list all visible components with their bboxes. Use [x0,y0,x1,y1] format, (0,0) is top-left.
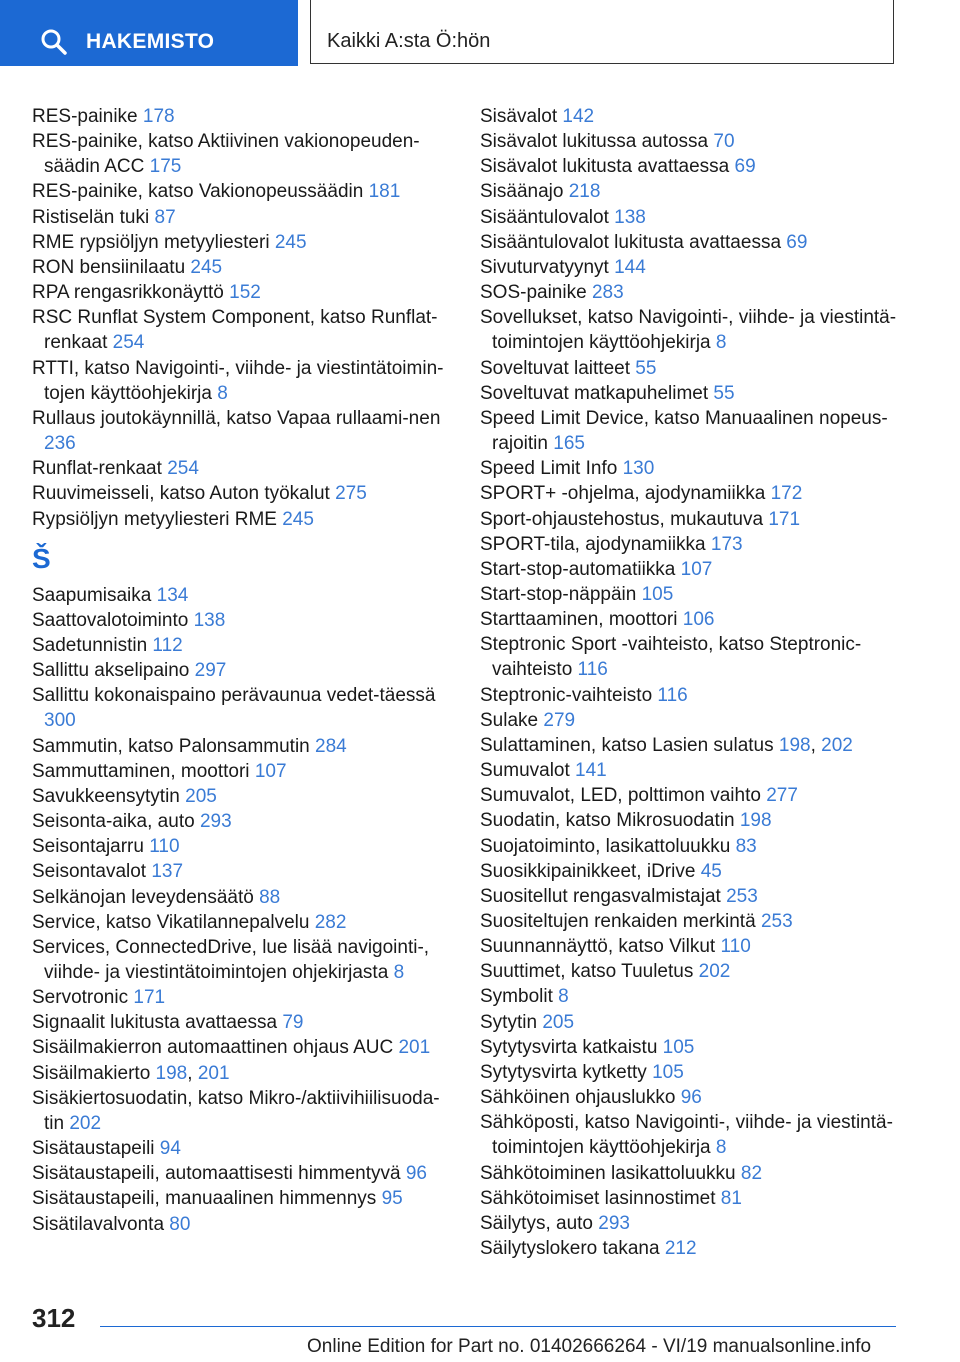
page-link[interactable]: 80 [169,1213,191,1235]
index-entry [480,129,910,154]
index-entry [32,481,452,506]
index-entry-term: SPORT+ -ohjelma, ajodynamiikka [480,483,771,505]
index-entry [480,154,910,179]
index-entry-term: Sisäilmakierron automaattinen ohjaus AUC [32,1037,399,1059]
page-link[interactable]: 116 [577,659,608,681]
index-entry [480,909,910,934]
index-entry [32,809,452,834]
index-entry-term: Sisäänajo [480,181,569,203]
page-link[interactable]: 8 [393,962,405,983]
index-entry-term: RES-painike, katso Vakionopeussäädin [32,181,369,203]
index-entry-term: Säilytys, auto [480,1212,599,1234]
index-entry-term: Soveltuvat matkapuhelimet [480,382,714,404]
index-entry-term: Sisävalot lukitusta avattaessa [480,156,735,178]
index-entry [32,834,452,859]
index-column-right [480,104,910,1261]
index-entry [480,1236,910,1261]
index-entry [32,658,452,683]
footer-watermark: Online Edition for Part no. 01402666264 - VI/19 manualsonline.info [307,1336,872,1357]
index-entry: Sisäilmakierto 198, 201 [32,1062,230,1084]
index-entry-term: Sisävalot lukitussa autossa [480,131,714,153]
index-entry [32,179,452,204]
page-link[interactable]: 106 [682,609,715,631]
page-link[interactable]: 105 [652,1061,684,1083]
page-link[interactable]: 105 [662,1036,695,1058]
index-entry [480,959,910,984]
index-entry-term: Sisätaustapeili, automaattisesti himmentyvä [32,1163,406,1185]
index-entry: Sulattaminen, katso Lasien sulatus 198, 202 [480,734,853,756]
index-entry [480,607,910,632]
index-entry-term: Speed Limit Device, katso Manuaalinen nopeus‐rajoitin [480,407,888,455]
index-entry-term: RME rypsiöljyn metyyliesteri [32,231,275,253]
index-entry-term: Sivuturvatyynyt [480,256,615,278]
index-entry [480,884,910,909]
index-entry-term: RTTI, katso Navigointi-, viihde- ja viestintätoimin‐tojen käyttöohjekirja [32,357,444,404]
index-entry [32,1035,452,1060]
index-entry-term: Speed Limit Info [480,458,623,480]
page-link[interactable]: 45 [700,860,722,882]
page-link[interactable]: 277 [766,785,798,807]
index-entry [480,305,910,355]
index-entry-term: RPA rengasrikkonäyttö [32,282,230,304]
page-link[interactable]: 293 [199,811,232,833]
page-link[interactable]: 112 [152,634,183,656]
page-link[interactable]: 141 [575,760,607,782]
index-entry [480,758,910,783]
page-link[interactable]: 198 [778,734,811,756]
index-entry [480,984,910,1009]
page-link[interactable]: 283 [591,282,624,304]
page-link[interactable]: 165 [553,433,585,455]
page-link[interactable]: 245 [190,256,223,278]
index-entry [480,582,910,607]
page-link[interactable]: 55 [713,382,735,404]
index-entry-term: Saapumisaika [32,584,157,606]
page-link[interactable]: 134 [156,584,189,606]
index-entry-term: Servotronic [32,987,134,1009]
index-entry [480,230,910,255]
index-entry-term: Sähkötoiminen lasikattoluukku [480,1162,741,1184]
index-entry [480,708,910,733]
index-entry-term: Sumuvalot [480,760,576,782]
index-entry-term: Selkänojan leveydensäätö [32,886,260,908]
index-entry [480,1010,910,1035]
index-entry-term: Sallittu kokonaispaino perävaunua vedet‐täessä [32,685,436,707]
index-entry-term: Seisontavalot [32,861,152,883]
index-entry [480,179,910,204]
index-entry-term: Sammutin, katso Palonsammutin [32,735,316,757]
page-link[interactable]: 55 [635,357,657,379]
index-entry-term: Suunnannäyttö, katso Vilkut [480,936,721,958]
index-entry [32,608,452,633]
index-entry-term: Steptronic Sport -vaihteisto, katso Steptronic-vaihteisto [480,634,862,681]
index-entry [32,406,452,456]
index-entry [480,205,910,230]
index-entry [32,633,452,658]
index-entry-term: Sisäilmakierto [32,1062,156,1084]
footer-divider [100,1326,896,1327]
page-link[interactable]: 96 [405,1163,427,1185]
index-entry-term: Rypsiöljyn metyyliesteri RME [32,508,283,530]
breadcrumb[interactable] [310,0,894,64]
index-entry-term: Sytytysvirta kytketty [480,1061,653,1083]
page-link[interactable]: 297 [194,660,227,682]
index-entry [32,104,452,129]
index-entry-term: Savukkeensytytin [32,785,186,807]
index-entry [32,280,452,305]
page-link[interactable]: 245 [282,508,314,530]
page-link[interactable]: 253 [726,885,758,907]
index-entry-term: Sähköinen ohjauslukko [480,1087,681,1109]
index-entry [32,1212,452,1237]
page-link[interactable]: 218 [568,181,601,203]
page-link[interactable]: 275 [335,483,367,505]
index-entry [480,557,910,582]
page-link[interactable]: 105 [641,583,674,605]
page-link[interactable]: 178 [142,106,175,127]
page-link[interactable]: 181 [368,181,401,203]
index-entry-term: Sisätilavalvonta [32,1213,170,1235]
page-link[interactable]: 142 [562,106,595,127]
index-entry-term: RES-painike [32,106,143,127]
page-link[interactable]: 144 [614,256,646,278]
page-link[interactable]: 212 [664,1238,697,1260]
page-link[interactable]: 116 [657,684,688,706]
index-entry [32,935,452,985]
index-entry [32,859,452,884]
page-link[interactable]: 138 [614,206,646,228]
index-entry-term: Start-stop-automatiikka [480,558,681,580]
page-link[interactable]: 253 [760,911,793,932]
index-entry [480,859,910,884]
index-entry-term: Services, ConnectedDrive, lue lisää navigointi-, viihde- ja viestintätoimintojen ohjekirjasta [32,936,430,983]
index-entry-term: Sisääntulovalot [480,206,615,228]
index-entry-term: Symbolit [480,986,559,1008]
index-entry [32,1086,452,1136]
index-entry [480,834,910,859]
index-entry-term: Sytytysvirta katkaistu [480,1036,663,1058]
index-entry-term: Suositellut rengasvalmistajat [480,885,727,907]
index-entry [32,305,452,355]
index-entry [32,507,452,532]
index-entry-term: Suositeltujen renkaiden merkintä [480,911,761,932]
index-entry [32,1186,452,1211]
index-entry [480,532,910,557]
index-entry-term: Sammuttaminen, moottori [32,760,255,782]
index-search-button[interactable] [0,0,298,66]
page-link[interactable]: 8 [715,1137,727,1159]
page-link[interactable]: 8 [715,332,727,354]
index-entry-term: Sallittu akselipaino [32,660,195,682]
page-link[interactable]: 130 [622,458,655,480]
index-entry-term: Sisätaustapeili, manuaalinen himmennys [32,1188,382,1210]
page-link[interactable]: 282 [314,911,347,933]
breadcrumb-label: Kaikki A:sta Ö:hön [327,30,491,52]
index-entry [480,1035,910,1060]
page-link[interactable]: 88 [259,886,281,908]
page-link[interactable]: 69 [734,156,756,178]
index-entry-term: Suojatoiminto, lasikattoluukku [480,835,736,857]
index-entry [480,104,910,129]
index-entry [32,784,452,809]
index-entry-term: Sytytin [480,1011,543,1033]
index-entry [32,456,452,481]
page-link[interactable]: 284 [315,735,347,757]
index-entry [32,985,452,1010]
index-entry-term: Seisontajarru [32,836,150,858]
page-link[interactable]: 94 [159,1138,181,1160]
page-link[interactable]: 138 [193,609,226,631]
page-link[interactable]: 110 [720,936,751,958]
index-entry-term: Sisätaustapeili [32,1138,160,1160]
page-link[interactable]: 175 [149,156,182,178]
page-link[interactable]: 172 [770,483,803,505]
page-link[interactable]: 107 [254,760,287,782]
page-link[interactable]: 171 [768,508,801,530]
index-entry [32,205,452,230]
index-entry [32,1161,452,1186]
index-entry-term: Sulattaminen, katso Lasien sulatus [480,734,779,756]
index-entry [32,885,452,910]
index-entry [32,759,452,784]
index-entry-term: Ruuvimeisseli, katso Auton työkalut [32,483,336,505]
index-entry-term: Starttaaminen, moottori [480,609,683,631]
index-entry [32,129,452,179]
search-icon [40,28,68,56]
index-entry [32,734,452,759]
index-entry-term: Start-stop-näppäin [480,583,642,605]
index-entry [480,683,910,708]
index-entry-term: Säilytyslokero takana [480,1238,665,1260]
index-entry-term: RES-painike, katso Aktiivinen vakionopeuden‐säädin ACC [32,131,420,178]
index-entry [32,356,452,406]
index-entry-term: Sähköposti, katso Navigointi-, viihde- ja viestintä‐toimintojen käyttöohjekirja [480,1112,893,1159]
page-link[interactable]: 173 [710,533,743,555]
page-link[interactable]: 202 [69,1112,102,1134]
index-entry [480,808,910,833]
index-entry [480,255,910,280]
index-column-left [32,104,452,1237]
index-entry [32,910,452,935]
index-entry [480,381,910,406]
index-entry-term: SPORT-tila, ajodynamiikka [480,533,711,555]
page-link[interactable]: 107 [680,558,713,580]
index-entry [480,456,910,481]
page-link[interactable]: 8 [217,382,228,404]
page-link[interactable]: 205 [185,785,217,807]
page-link[interactable]: 83 [735,835,757,857]
page-link[interactable]: 201 [398,1037,431,1059]
index-entry [32,1136,452,1161]
page-link[interactable]: 198 [739,810,772,832]
index-entry-term: Sisäkiertosuodatin, katso Mikro-/aktiivihiilisuoda‐tin [32,1087,440,1134]
index-entry-term: SOS-painike [480,282,592,304]
index-entry-term: Sulake [480,709,544,731]
page-link[interactable]: 69 [786,231,808,253]
index-entry-term: Steptronic-vaihteisto [480,684,658,706]
page-link[interactable]: 205 [542,1011,575,1033]
index-entry [480,356,910,381]
index-entry-term: Suuttimet, katso Tuuletus [480,961,699,983]
index-entry [480,1060,910,1085]
index-entry [32,683,452,733]
index-entry-term: Suodatin, katso Mikrosuodatin [480,810,740,832]
index-entry-term: Soveltuvat laitteet [480,357,636,379]
page-link[interactable]: 79 [282,1012,304,1034]
index-entry-term: Sisävalot [480,106,563,127]
index-entry [32,1010,452,1035]
page-link[interactable]: 87 [154,206,176,228]
page-link[interactable]: 137 [151,861,184,883]
page-link[interactable]: 171 [133,987,166,1009]
index-entry-term: Sovellukset, katso Navigointi-, viihde- ja viestintä‐toimintojen käyttöohjekirja [480,307,897,354]
index-entry [480,507,910,532]
search-button-label: HAKEMISTO [86,30,215,53]
page-link[interactable]: 245 [274,231,307,253]
index-entry-term: Sähkötoimiset lasinnostimet [480,1187,721,1209]
page-link[interactable]: 198 [155,1062,188,1084]
page-link[interactable]: 300 [44,710,76,732]
index-entry-term: Sisääntulovalot lukitusta avattaessa [480,231,787,253]
index-entry [480,632,910,682]
index-entry-term: Saattovalotoiminto [32,609,194,631]
index-entry [480,280,910,305]
page-link[interactable]: 201 [197,1062,230,1084]
index-entry-term: RSC Runflat System Component, katso Runflat-renkaat [32,307,438,354]
top-bar [0,0,960,68]
index-entry [480,783,910,808]
page-link[interactable]: 152 [229,282,261,304]
page-link[interactable]: 293 [598,1212,630,1234]
section-letter: Š [32,542,51,574]
page-link[interactable]: 82 [740,1162,763,1184]
page-link[interactable]: 96 [680,1087,702,1109]
page-link[interactable]: 70 [713,131,735,153]
index-entry [480,1161,910,1186]
page-link[interactable]: 8 [558,986,569,1008]
index-entry [32,255,452,280]
index-entry [480,1110,910,1160]
page-link[interactable]: 236 [44,433,76,455]
index-entry [32,230,452,255]
index-entry [480,1085,910,1110]
page-link[interactable]: 279 [543,709,576,731]
index-entry [480,1186,910,1211]
page-link[interactable]: 81 [720,1187,742,1209]
page-link[interactable]: 95 [381,1188,403,1210]
index-entry-term: Seisonta-aika, auto [32,811,200,833]
page-link[interactable]: 110 [149,836,180,858]
page-link[interactable]: 254 [112,332,145,354]
index-entry-term: Signaalit lukitusta avattaessa [32,1012,283,1034]
index-entry-term: Ristiselän tuki [32,206,155,228]
index-entry-term: Sumuvalot, LED, polttimon vaihto [480,785,767,807]
index-entry [480,934,910,959]
index-entry [32,583,452,608]
index-entry-term: Runflat-renkaat [32,458,168,480]
page-link[interactable]: 254 [167,458,199,480]
index-entry-term: RON bensiinilaatu [32,256,191,278]
index-entry-term: Service, katso Vikatilannepalvelu [32,911,315,933]
index-entry-term: Suosikkipainikkeet, iDrive [480,860,701,882]
index-entry [480,481,910,506]
index-entry-term: Rullaus joutokäynnillä, katso Vapaa rullaami‐nen [32,407,441,429]
page-link[interactable]: 202 [821,734,853,756]
index-entry [480,1211,910,1236]
index-entry-term: Sadetunnistin [32,634,153,656]
index-entry [480,406,910,456]
page-link[interactable]: 202 [698,961,731,983]
page-number: 312 [32,1303,76,1333]
index-entry-term: Sport-ohjaustehostus, mukautuva [480,508,769,530]
